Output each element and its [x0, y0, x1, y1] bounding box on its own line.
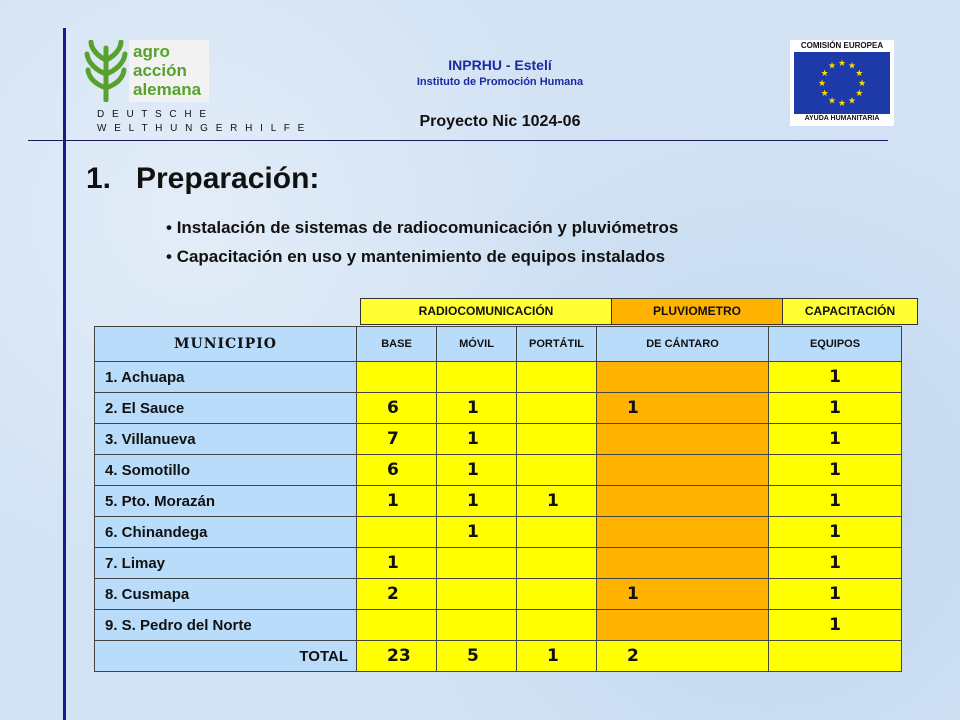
cell-equipos: 1 — [769, 548, 902, 579]
cell-portatil: 1 — [517, 486, 597, 517]
cell-base: 23 — [357, 641, 437, 672]
cell-cantaro — [597, 486, 769, 517]
cell-base — [357, 610, 437, 641]
cell-movil — [437, 579, 517, 610]
eu-logo-bottom-text: AYUDA HUMANITARIA — [804, 115, 880, 122]
cell-equipos: 1 — [769, 486, 902, 517]
cell-cantaro: 1 — [597, 393, 769, 424]
eu-star-icon: ★ — [827, 95, 837, 106]
cell-base: 1 — [357, 548, 437, 579]
cell-portatil — [517, 455, 597, 486]
eu-star-icon: ★ — [847, 95, 857, 106]
col-header-base: BASE — [357, 327, 437, 362]
cell-cantaro — [597, 548, 769, 579]
eu-flag-icon — [794, 52, 890, 114]
group-header-radiocomunicacion: RADIOCOMUNICACIÓN — [360, 298, 612, 325]
institute-name: Instituto de Promoción Humana — [416, 76, 584, 88]
total-label: TOTAL — [95, 641, 357, 672]
municipality-name: 8. Cusmapa — [95, 579, 357, 610]
section-title: Preparación: — [136, 162, 320, 195]
municipality-name: 3. Villanueva — [95, 424, 357, 455]
table-row — [95, 517, 902, 548]
cell-equipos: 1 — [769, 455, 902, 486]
municipality-name: 6. Chinandega — [95, 517, 357, 548]
cell-base — [357, 517, 437, 548]
eu-star-icon: ★ — [820, 68, 829, 78]
cell-portatil — [517, 610, 597, 641]
cell-movil: 1 — [437, 393, 517, 424]
table-row — [95, 610, 902, 641]
municipality-name: 2. El Sauce — [95, 393, 357, 424]
eu-star-icon: ★ — [817, 78, 827, 88]
group-header-capacitacion: CAPACITACIÓN — [782, 298, 918, 325]
page-title — [86, 162, 319, 196]
logo-word-alemana: alemana — [133, 80, 202, 99]
cell-movil — [437, 610, 517, 641]
cell-portatil — [517, 393, 597, 424]
cell-base: 6 — [357, 455, 437, 486]
cell-movil — [437, 548, 517, 579]
cell-equipos: 1 — [769, 579, 902, 610]
eu-star-icon: ★ — [855, 68, 864, 78]
project-code: Proyecto Nic 1024-06 — [419, 113, 581, 130]
eu-star-icon: ★ — [847, 60, 857, 71]
table-row — [95, 548, 902, 579]
cell-base: 7 — [357, 424, 437, 455]
cell-portatil: 1 — [517, 641, 597, 672]
cell-base: 2 — [357, 579, 437, 610]
cell-portatil — [517, 517, 597, 548]
wheat-logo-icon — [83, 40, 129, 102]
table-row — [95, 486, 902, 517]
cell-equipos: 1 — [769, 517, 902, 548]
municipality-name: 9. S. Pedro del Norte — [95, 610, 357, 641]
municipality-table — [94, 326, 902, 672]
cell-cantaro — [597, 610, 769, 641]
col-header-portatil: PORTÁTIL — [517, 327, 597, 362]
logo-word-agro: agro — [133, 42, 170, 61]
eu-star-icon: ★ — [855, 88, 864, 98]
table-row — [95, 362, 902, 393]
logo-subtitle-line1: D E U T S C H E — [97, 109, 209, 120]
bullet-text: Instalación de sistemas de radiocomunicación y pluviómetros — [176, 218, 679, 237]
cell-movil: 1 — [437, 486, 517, 517]
col-header-movil: MÓVIL — [437, 327, 517, 362]
municipality-name: 7. Limay — [95, 548, 357, 579]
cell-movil — [437, 362, 517, 393]
eu-logo-top-text: COMISIÓN EUROPEA — [800, 41, 884, 50]
cell-portatil — [517, 362, 597, 393]
eu-star-icon: ★ — [837, 58, 847, 68]
cell-movil: 1 — [437, 424, 517, 455]
logo-word-accion: acción — [133, 61, 187, 80]
cell-equipos: 1 — [769, 393, 902, 424]
vertical-accent-line — [63, 28, 66, 720]
section-number: 1. — [86, 162, 112, 195]
municipality-name: 5. Pto. Morazán — [95, 486, 357, 517]
table-row — [95, 393, 902, 424]
cell-cantaro: 2 — [597, 641, 769, 672]
table-header-row — [95, 327, 902, 362]
eu-star-icon: ★ — [820, 88, 829, 98]
table-total-row — [95, 641, 902, 672]
cell-cantaro — [597, 424, 769, 455]
cell-movil: 1 — [437, 517, 517, 548]
cell-portatil — [517, 579, 597, 610]
cell-portatil — [517, 424, 597, 455]
eu-star-icon: ★ — [857, 78, 867, 88]
agro-accion-alemana-logo — [83, 40, 211, 102]
table-row — [95, 424, 902, 455]
cell-cantaro: 1 — [597, 579, 769, 610]
cell-cantaro — [597, 455, 769, 486]
group-header-pluviometro: PLUVIOMETRO — [611, 298, 783, 325]
eu-star-icon: ★ — [837, 98, 847, 108]
cell-equipos: 1 — [769, 610, 902, 641]
col-header-cantaro: DE CÁNTARO — [597, 327, 769, 362]
cell-equipos: 1 — [769, 362, 902, 393]
table-row — [95, 579, 902, 610]
table-row — [95, 455, 902, 486]
header-divider — [28, 140, 888, 141]
cell-equipos: 1 — [769, 424, 902, 455]
logo-subtitle-line2: W E L T H U N G E R H I L F E — [97, 123, 307, 134]
logo-wordmark — [129, 40, 209, 102]
cell-base — [357, 362, 437, 393]
cell-portatil — [517, 548, 597, 579]
bullet-item: • Instalación de sistemas de radiocomunicación y pluviómetros — [166, 218, 679, 237]
cell-movil: 5 — [437, 641, 517, 672]
european-commission-logo — [790, 40, 894, 126]
municipality-name: 4. Somotillo — [95, 455, 357, 486]
organization-name: INPRHU - Estelí — [448, 57, 552, 73]
cell-cantaro — [597, 517, 769, 548]
eu-star-icon: ★ — [827, 60, 837, 71]
cell-base: 6 — [357, 393, 437, 424]
cell-base: 1 — [357, 486, 437, 517]
cell-cantaro — [597, 362, 769, 393]
cell-equipos — [769, 641, 902, 672]
cell-movil: 1 — [437, 455, 517, 486]
bullet-item: • Capacitación en uso y mantenimiento de equipos instalados — [166, 247, 666, 266]
bullet-text: Capacitación en uso y mantenimiento de equipos instalados — [176, 247, 666, 266]
municipality-name: 1. Achuapa — [95, 362, 357, 393]
col-header-equipos: EQUIPOS — [769, 327, 902, 362]
col-header-municipio: MUNICIPIO — [95, 327, 357, 362]
